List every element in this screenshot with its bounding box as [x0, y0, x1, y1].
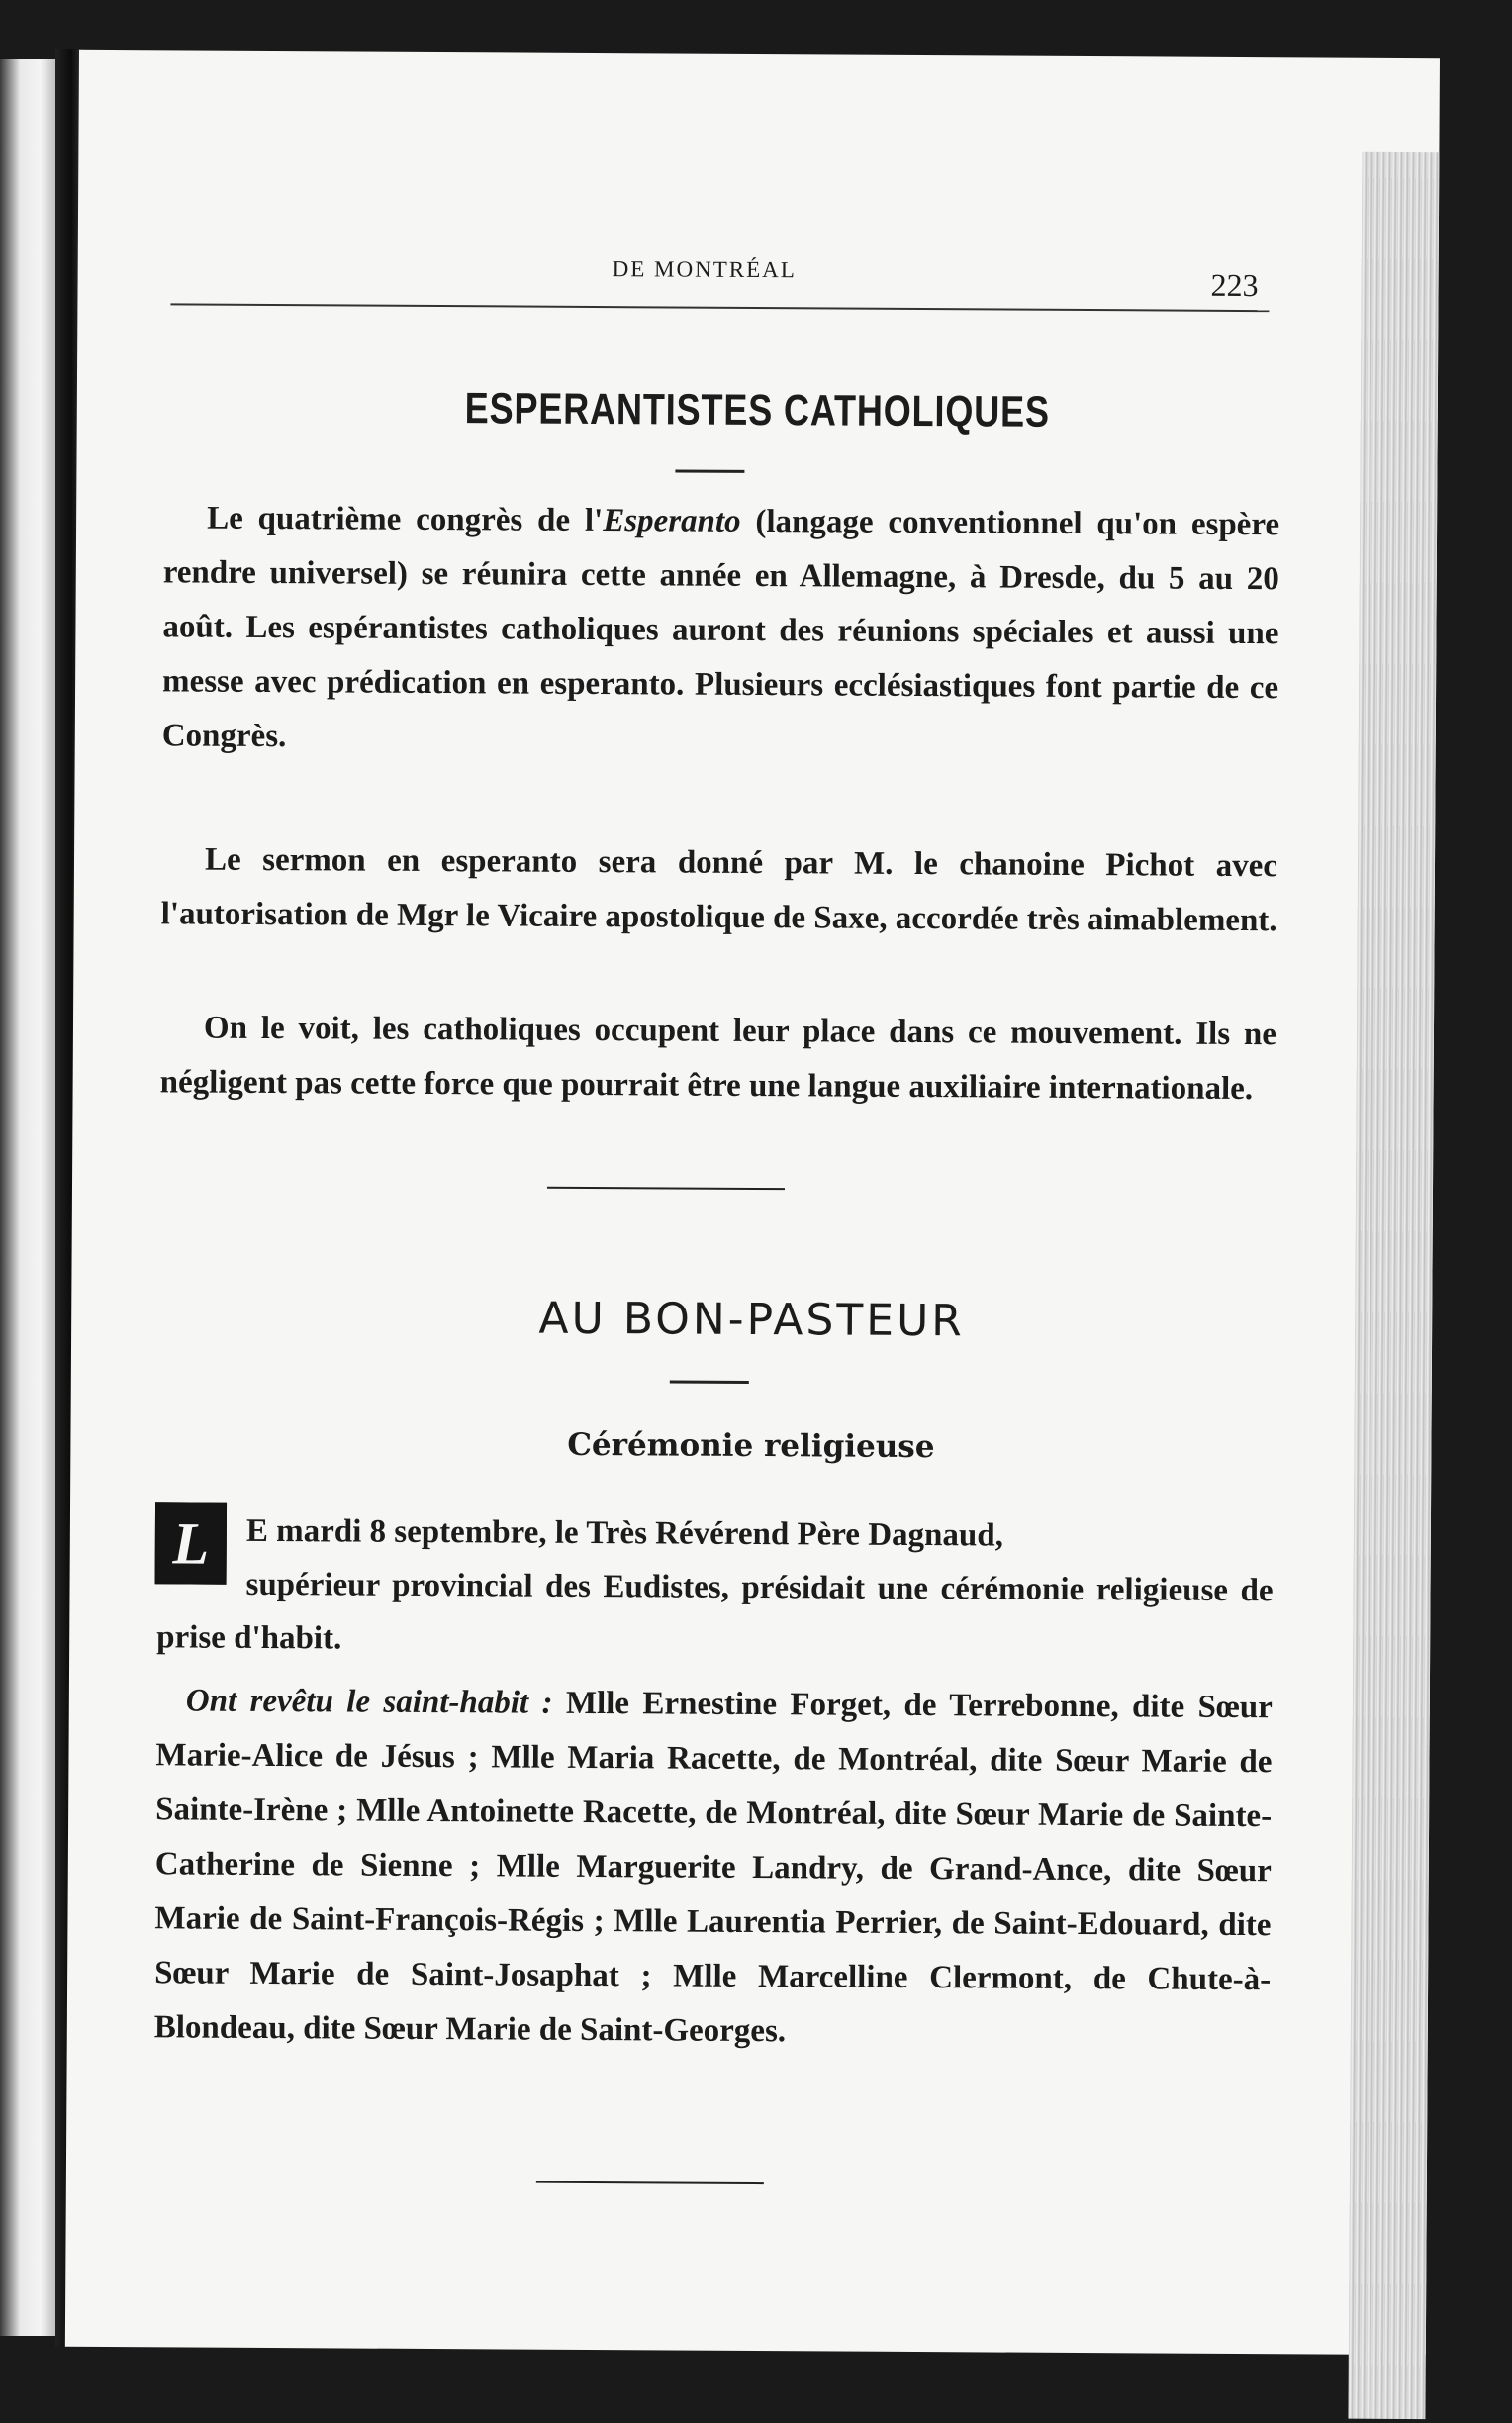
dropcap-letter: L	[155, 1502, 227, 1584]
paragraph-1-italic: Esperanto	[603, 503, 741, 539]
paragraph-1-start: Le quatrième congrès de l'	[207, 500, 604, 539]
title-rule-2	[670, 1380, 749, 1383]
paragraph-4-rest: supérieur provincial des Eudistes, présidait une cérémonie religieuse de prise d'habit.	[156, 1566, 1274, 1657]
previous-page-edge	[0, 59, 57, 2336]
paragraph-3: On le voit, les catholiques occupent leur place dans ce mouvement. Ils ne négligent pas cette force que pourrait être une langue auxiliaire internationale.	[159, 1010, 1277, 1108]
bottom-rule	[536, 2181, 764, 2184]
page-stack-edges	[1348, 152, 1439, 2419]
section-title-bon-pasteur: AU BON-PASTEUR	[538, 1293, 966, 1347]
section-separator-rule	[547, 1187, 785, 1190]
title-rule	[675, 469, 744, 472]
book-page	[65, 50, 1440, 2355]
paragraph-1-end: (langage conventionnel qu'on espère rendre universel) se réunira cette année en Allemagne, à Dresde, du 5 au 20 août. Les espérantistes catholiques auront des réunions spéciales et aussi une messe avec prédication en esperanto. Plusieurs ecclésiastiques font partie de ce Congrès.	[161, 503, 1280, 755]
paragraph-5-italic: Ont revêtu le saint-habit :	[185, 1683, 553, 1721]
running-head: DE MONTRÉAL	[612, 256, 797, 283]
header-rule	[170, 303, 1269, 312]
page-number: 223	[1210, 266, 1259, 304]
section-title-esperantistes: ESPERANTISTES CATHOLIQUES	[464, 384, 1051, 436]
paragraph-2: Le sermon en esperanto sera donné par M. le chanoine Pichot avec l'autorisation de Mgr le Vicaire apostolique de Saxe, accordée très aimablement.	[160, 841, 1278, 939]
paragraph-4	[156, 1503, 1274, 1671]
subtitle-ceremonie: Cérémonie religieuse	[567, 1426, 935, 1466]
paragraph-1	[162, 491, 1280, 770]
paragraph-5	[154, 1674, 1273, 2062]
paragraph-4-first-line: E mardi 8 septembre, le Très Révérend Père Dagnaud,	[245, 1512, 1004, 1554]
paragraph-5-text: Mlle Ernestine Forget, de Terrebonne, dite Sœur Marie-Alice de Jésus ; Mlle Maria Racette, de Montréal, dite Sœur Marie de Sainte-Irène ; Mlle Antoinette Racette, de Montréal, dite Sœur Marie de Sainte-Catherine de Sienne ; Mlle Marguerite Landry, de Grand-Ance, dite Sœur Marie de Saint-François-Régis ; Mlle Laurentia Perrier, de Saint-Edouard, dite Sœur Marie de Saint-Josaphat ; Mlle Marcelline Clermont, de Chute-à-Blondeau, dite Sœur Marie de Saint-Georges.	[153, 1685, 1273, 2050]
